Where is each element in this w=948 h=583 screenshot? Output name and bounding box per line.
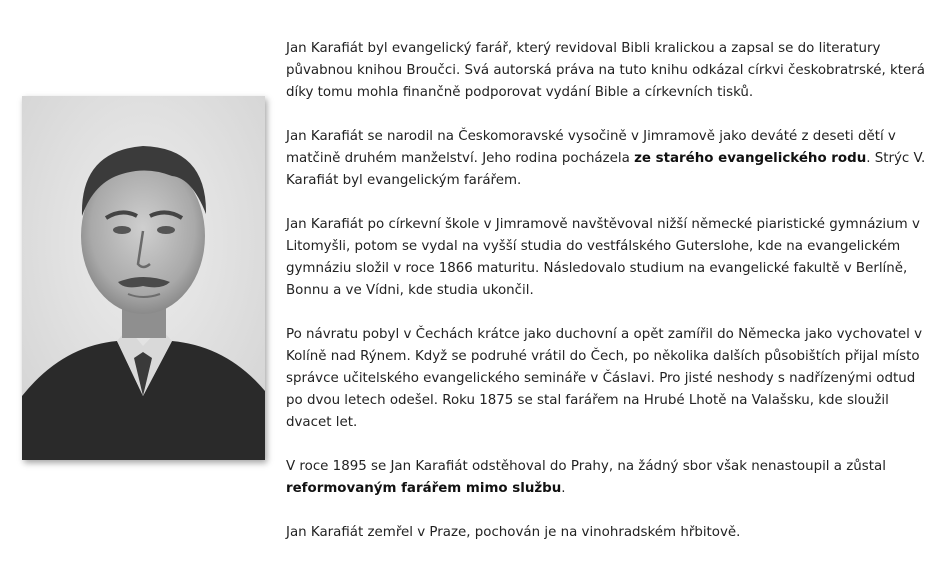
- paragraph-birth-bold: ze starého evangelického rodu: [634, 151, 867, 166]
- paragraph-prague-text-b: .: [561, 481, 566, 496]
- paragraph-birth: [286, 126, 926, 192]
- paragraph-death-text: Jan Karafiát zemřel v Praze, pochován je na vinohradském hřbitově.: [286, 525, 741, 540]
- paragraph-birth-text-b: . Strýc V. Karafiát byl evangelickým farářem.: [286, 151, 926, 188]
- paragraph-education: [286, 214, 926, 302]
- article-text: [286, 38, 926, 566]
- paragraph-intro: [286, 38, 926, 104]
- paragraph-career-text: Po návratu pobyl v Čechách krátce jako duchovní a opět zamířil do Německa jako vychovatel v Kolíně nad Rýnem. Když se podruhé vrátil do Čech, po několika dalších působištích přijal místo správce učitelského evangelického semináře v Čáslavi. Pro jisté neshody s nadřízenými odtud po dvou letech odešel. Roku 1875 se stal farářem na Hrubé Lhotě na Valašsku, kde sloužil dvacet let.: [286, 327, 923, 430]
- paragraph-prague: [286, 456, 926, 500]
- paragraph-education-text: Jan Karafiát po církevní škole v Jimramově navštěvoval nižší německé piaristické gymnázium v Litomyšli, potom se vydal na vyšší studia do vestfálského Guterslohe, kde na evangelickém gymnáziu složil v roce 1866 maturitu. Následovalo studium na evangelické fakultě v Berlíně, Bonnu a ve Vídni, kde studia ukončil.: [286, 217, 920, 298]
- paragraph-prague-bold: reformovaným farářem mimo službu: [286, 481, 562, 496]
- paragraph-death: [286, 522, 926, 544]
- portrait-drawing: [22, 96, 265, 460]
- paragraph-prague-text-a: V roce 1895 se Jan Karafiát odstěhoval do Prahy, na žádný sbor však nenastoupil a zůstal: [286, 459, 886, 474]
- paragraph-birth-text-a: Jan Karafiát se narodil na Českomoravské vysočině v Jimramově jako deváté z deseti dětí v matčině druhém manželství. Jeho rodina pocházela: [286, 129, 896, 166]
- paragraph-intro-text: Jan Karafiát byl evangelický farář, který revidoval Bibli kralickou a zapsal se do literatury půvabnou knihou Broučci. Svá autorská práva na tuto knihu odkázal církvi českobratrské, která díky tomu mohla finančně podporovat vydání Bible a církevních tisků.: [286, 41, 925, 100]
- paragraph-career: [286, 324, 926, 434]
- portrait-photo: [22, 96, 265, 460]
